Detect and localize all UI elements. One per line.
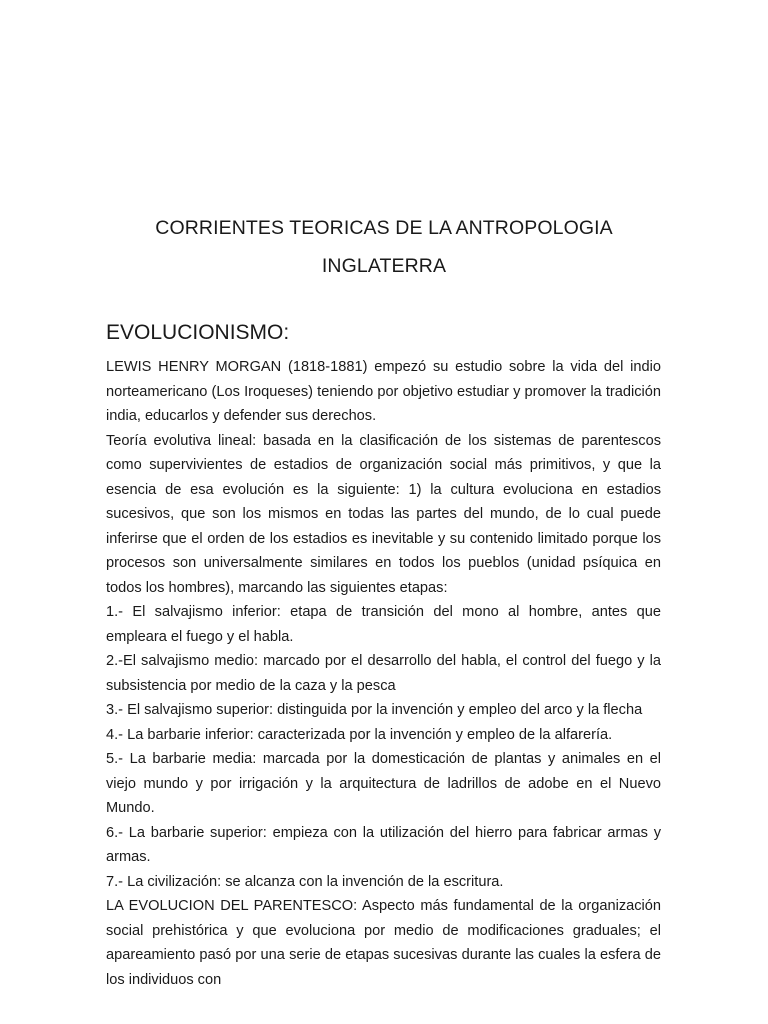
list-item: 6.- La barbarie superior: empieza con la utilización del hierro para fabricar armas y armas.	[106, 824, 661, 865]
paragraph: Teoría evolutiva lineal: basada en la clasificación de los sistemas de parentescos como supervivientes de estadios de organización social más primitivos, y que la esencia de esa evolución es la siguiente: 1) la cultura evoluciona en estadios sucesivos, que son los mismos en todas las partes del mundo, de lo cual puede inferirse que el orden de los estadios es inevitable y su contenido limitado porque los procesos son universalmente similares en todos los pueblos (unidad psíquica en todos los hombres), marcando las siguientes etapas:	[106, 432, 661, 596]
list-item: 7.- La civilización: se alcanza con la invención de la escritura.	[106, 873, 504, 890]
list-item: 1.- El salvajismo inferior: etapa de transición del mono al hombre, antes que empleara el fuego y el habla.	[106, 604, 661, 645]
list-item: 5.- La barbarie media: marcada por la domesticación de plantas y animales en el viejo mundo y por irrigación y la arquitectura de ladrillos de adobe en el Nuevo Mundo.	[106, 751, 661, 816]
list-item: 3.- El salvajismo superior: distinguida por la invención y empleo del arco y la flecha	[106, 702, 643, 718]
page-subtitle: INGLATERRA	[321, 255, 447, 277]
paragraph: LEWIS HENRY MORGAN (1818-1881) empezó su estudio sobre la vida del indio norteamericano (Los Iroqueses) teniendo por objetivo estudiar y promover la tradición india, educarlos y defender sus derechos.	[106, 359, 661, 424]
list-item: 4.- La barbarie inferior: caracterizada por la invención y empleo de la alfarería.	[106, 726, 613, 743]
section-heading: EVOLUCIONISMO:	[106, 321, 290, 344]
paragraph: LA EVOLUCION DEL PARENTESCO: Aspecto más fundamental de la organización social prehistórica y que evoluciona por medio de modificaciones graduales; el apareamiento pasó por una serie de etapas sucesivas durante las cuales la esfera de los individuos con	[106, 898, 661, 988]
page-title: CORRIENTES TEORICAS DE LA ANTROPOLOGIA	[155, 217, 613, 239]
body-text	[106, 355, 661, 992]
list-item: 2.-El salvajismo medio: marcado por el desarrollo del habla, el control del fuego y la subsistencia por medio de la caza y la pesca	[106, 653, 661, 694]
